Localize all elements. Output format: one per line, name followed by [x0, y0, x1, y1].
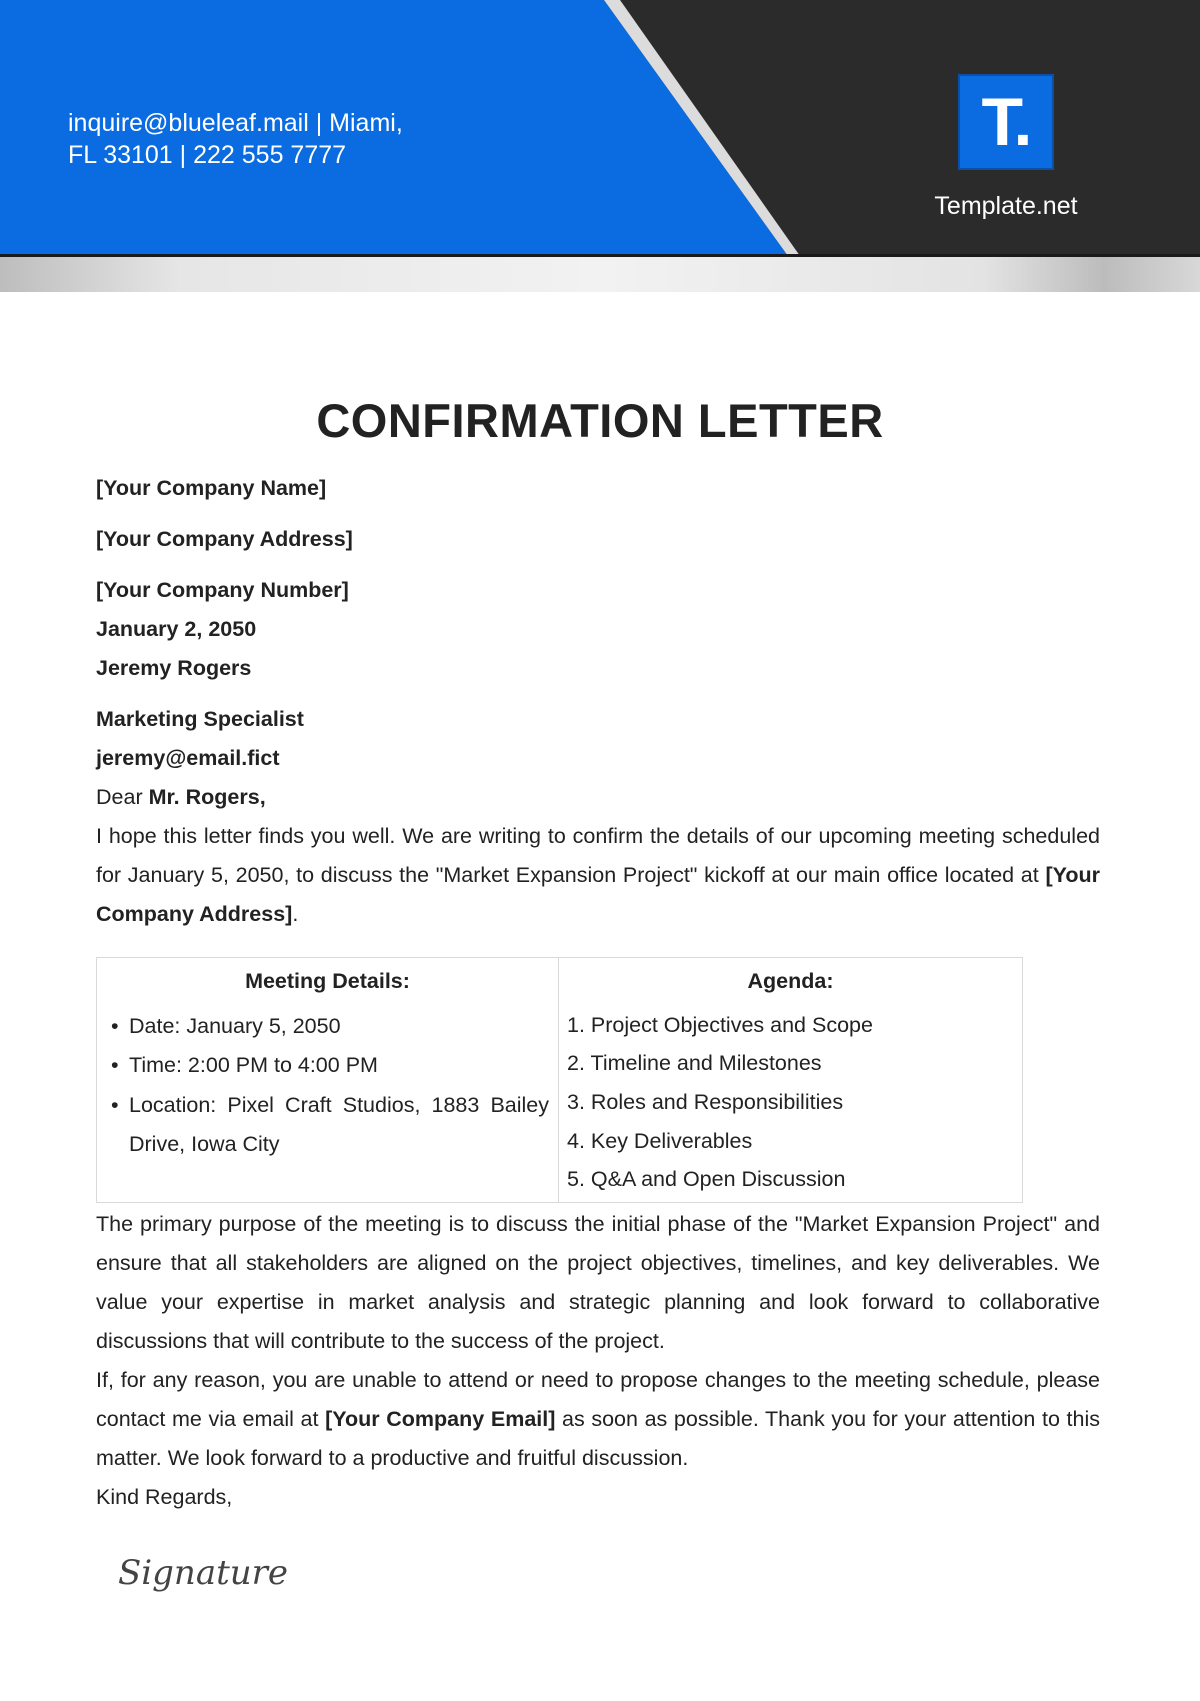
meeting-item-time — [111, 1046, 549, 1085]
page-title: CONFIRMATION LETTER — [316, 394, 884, 447]
salutation — [96, 778, 1100, 817]
company-address: [Your Company Address] — [96, 527, 353, 551]
logo-text: Template.net — [934, 192, 1078, 220]
meeting-details-column — [97, 958, 559, 1202]
bullet-icon: • — [111, 1014, 119, 1038]
salutation-prefix: Dear — [96, 785, 149, 809]
contact-line-1: inquire@blueleaf.mail | Miami, — [68, 109, 403, 137]
bullet-icon: • — [111, 1093, 119, 1117]
intro-end: . — [292, 902, 299, 926]
meeting-item-date — [111, 1007, 549, 1046]
agenda-item: 3. Roles and Responsibilities — [567, 1090, 844, 1114]
agenda-item: 5. Q&A and Open Discussion — [567, 1167, 846, 1191]
agenda-item: 1. Project Objectives and Scope — [567, 1013, 873, 1037]
salutation-name: Mr. Rogers, — [148, 785, 266, 809]
agenda-heading: Agenda: — [747, 969, 834, 993]
recipient-position: Marketing Specialist — [96, 707, 304, 731]
intro-text: I hope this letter finds you well. We are writing to confirm the details of our upcoming meeting scheduled for January 5, 2050, to discuss the "Market Expansion Project" kickoff at our main office located at — [96, 824, 1100, 887]
closing: Kind Regards, — [96, 1485, 233, 1509]
meeting-item-text: Date: January 5, 2050 — [129, 1014, 341, 1038]
contact-email: [Your Company Email] — [325, 1407, 556, 1431]
logo-icon — [958, 74, 1054, 170]
agenda-item: 2. Timeline and Milestones — [567, 1051, 822, 1075]
purpose-paragraph: The primary purpose of the meeting is to discuss the initial phase of the "Market Expansion Project" and ensure that all stakeholders are aligned on the project objectives, timelines, and key deliverables. We value your expertise in market analysis and strategic planning and look forward to collaborative discussions that will contribute to the success of the project. — [96, 1212, 1100, 1353]
agenda-column — [559, 958, 1022, 1202]
contact-paragraph — [96, 1361, 1100, 1478]
company-number: [Your Company Number] — [96, 578, 349, 602]
letter-date: January 2, 2050 — [96, 617, 257, 641]
intro-paragraph — [96, 817, 1100, 934]
contact-text-after: as soon as possible. Thank you for your attention to this matter. We look forward to a productive and fruitful discussion. — [96, 1407, 1100, 1470]
letterhead-banner — [0, 0, 1200, 292]
silver-strip — [0, 257, 1200, 292]
recipient-email: jeremy@email.fict — [96, 746, 280, 770]
logo-letter: T. — [981, 84, 1031, 160]
banner-rule — [0, 254, 1200, 257]
contact-line-2: FL 33101 | 222 555 7777 — [68, 141, 347, 169]
meeting-table — [96, 957, 1023, 1203]
contact-text-before: If, for any reason, you are unable to attend or need to propose changes to the meeting schedule, please contact me via email at — [96, 1368, 1100, 1431]
meeting-details-heading: Meeting Details: — [245, 969, 410, 993]
intro-address: [Your Company Address] — [96, 863, 1100, 926]
recipient-name: Jeremy Rogers — [96, 656, 252, 680]
meeting-item-text: Time: 2:00 PM to 4:00 PM — [129, 1053, 378, 1077]
bullet-icon: • — [111, 1053, 119, 1077]
agenda-item: 4. Key Deliverables — [567, 1129, 753, 1153]
company-name: [Your Company Name] — [96, 476, 327, 500]
meeting-item-text: Location: Pixel Craft Studios, 1883 Bailey Drive, Iowa City — [129, 1093, 549, 1156]
meeting-item-location — [111, 1086, 549, 1164]
contact-info — [68, 107, 488, 171]
signature: Signature — [118, 1553, 289, 1593]
